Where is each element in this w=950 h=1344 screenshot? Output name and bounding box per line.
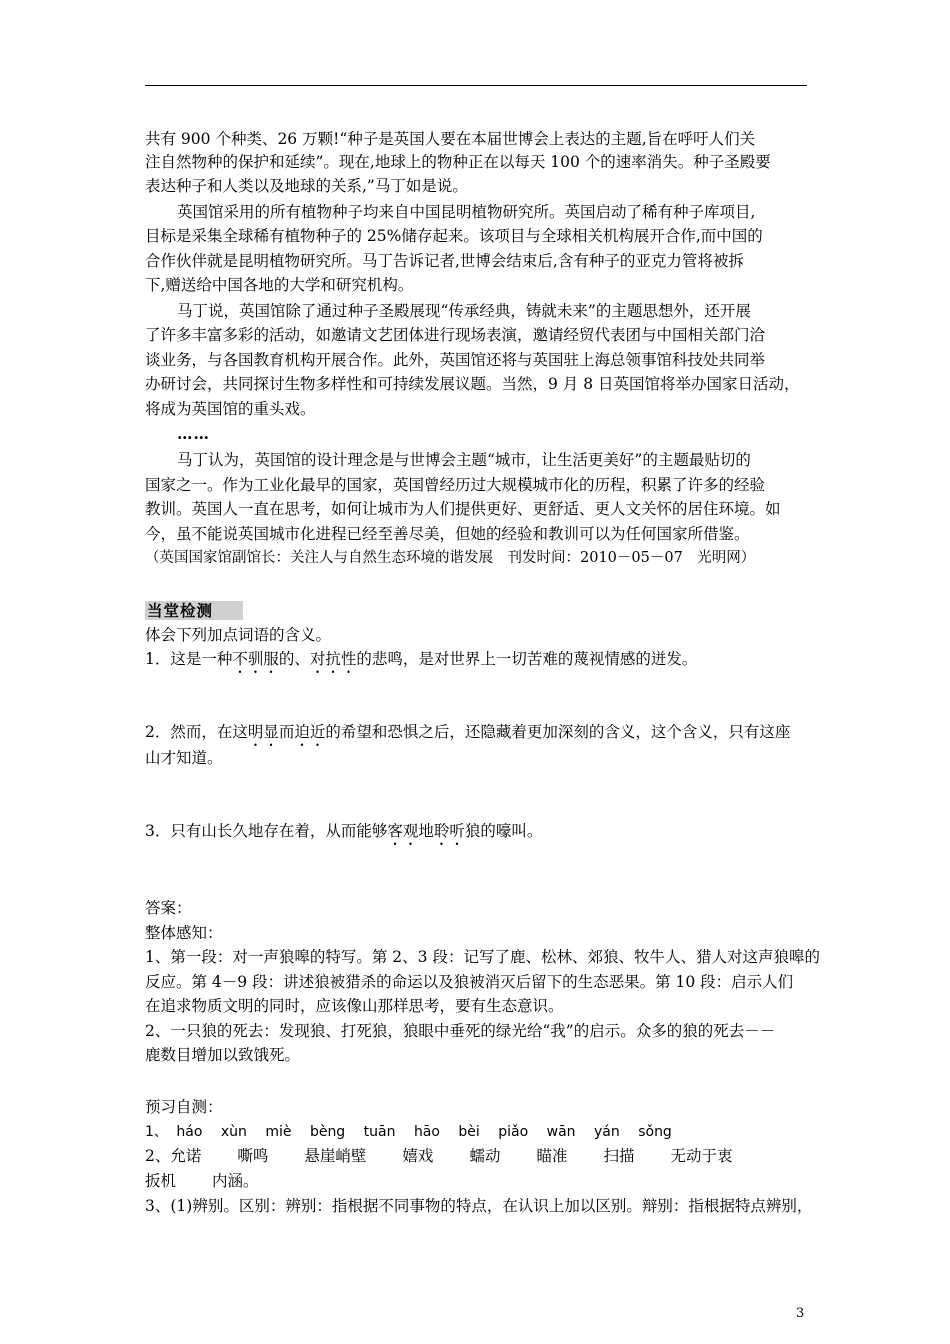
overall-label: 整体感知： xyxy=(145,924,223,942)
q1-dotted-word-1: 不驯服 xyxy=(232,650,279,668)
paragraph-line: 马丁认为，英国馆的设计理念是与世博会主题“城市，让生活更美好”的主题最贴切的 xyxy=(177,451,751,469)
words-line-2 xyxy=(145,1170,259,1192)
word-item: 允诺 xyxy=(170,1147,202,1165)
source-citation: （英国国家馆副馆长：关注人与自然生态环境的谐发展 刊发时间：2010－05－07 光明网） xyxy=(145,550,756,566)
pinyin-line xyxy=(145,1121,672,1143)
answer-line: 2、一只狼的死去：发现狼、打死狼，狼眼中垂死的绿光给“我”的启示。众多的狼的死去－－ xyxy=(145,1022,776,1040)
question-3 xyxy=(145,820,542,849)
pinyin-item: xùn xyxy=(220,1124,247,1140)
section-heading-text: 当堂检测 xyxy=(147,601,214,620)
question-2-line-2: 山才知道。 xyxy=(145,749,223,767)
preview-label: 预习自测： xyxy=(145,1098,223,1116)
q2-dotted-word-1: 明显 xyxy=(247,723,279,741)
q2-dotted-word-2: 迫近 xyxy=(294,723,326,741)
pinyin-item: hāo xyxy=(413,1124,440,1140)
instruction: 体会下列加点词语的含义。 xyxy=(145,626,332,644)
paragraph-line: 注自然物种的保护和延续”。现在,地球上的物种正在以每天 100 个的速率消失。种子圣殿要 xyxy=(145,153,771,171)
q1-mid: 的、 xyxy=(278,650,310,668)
pinyin-item: bèi xyxy=(458,1124,480,1140)
q3-mid: 地 xyxy=(418,822,434,840)
word-item: 内涵。 xyxy=(212,1172,259,1190)
page-number: 3 xyxy=(796,1306,805,1321)
paragraph-line: 表达种子和人类以及地球的关系,”马丁如是说。 xyxy=(145,177,468,195)
paragraph-line: 办研讨会，共同探讨生物多样性和可持续发展议题。当然，9 月 8 日英国馆将举办国家日活动， xyxy=(145,375,800,393)
word-item: 扳机 xyxy=(145,1172,177,1190)
q2-mid: 而 xyxy=(278,723,295,741)
answers-label: 答案： xyxy=(145,899,192,917)
word-item: 嘶鸣 xyxy=(237,1147,269,1165)
answer-line: 1、第一段：对一声狼嗥的特写。第 2、3 段：记写了鹿、松林、郊狼、牧牛人、猎人对这声狼嗥的 xyxy=(145,948,820,966)
word-item: 悬崖峭壁 xyxy=(304,1147,367,1165)
question-2 xyxy=(145,721,790,750)
paragraph-line: 马丁说，英国馆除了通过种子圣殿展现“传承经典，铸就未来”的主题思想外，还开展 xyxy=(177,302,751,320)
q1-pre: 1．这是一种 xyxy=(145,650,233,668)
question-1 xyxy=(145,648,697,677)
paragraph-line: 下,赠送给中国各地的大学和研究机构。 xyxy=(145,276,414,294)
paragraph-line: 共有 900 个种类、26 万颗!“种子是英国人要在本届世博会上表达的主题,旨在呼吁人们关 xyxy=(145,130,756,148)
word-item: 嬉戏 xyxy=(402,1147,434,1165)
paragraph-line: 目标是采集全球稀有植物种子的 25%储存起来。该项目与全球相关机构展开合作,而中国的 xyxy=(145,227,763,245)
q3-post: 狼的嚎叫。 xyxy=(464,822,543,840)
answer-line: 鹿数目增加以致饿死。 xyxy=(145,1046,301,1064)
paragraph-line: 将成为英国馆的重头戏。 xyxy=(145,400,316,418)
pinyin-item: wān xyxy=(546,1124,576,1140)
ellipsis: …… xyxy=(177,424,210,443)
words-prefix: 2、 xyxy=(145,1147,171,1165)
paragraph-line: 了许多丰富多彩的活动，如邀请文艺团体进行现场表演，邀请经贸代表团与中国相关部门洽 xyxy=(145,326,766,344)
q1-dotted-word-2: 对抗性 xyxy=(309,650,357,668)
pinyin-item: miè xyxy=(265,1124,292,1140)
word-item: 瞄准 xyxy=(536,1147,568,1165)
word-item: 蠕动 xyxy=(469,1147,501,1165)
q3-pre: 3．只有山长久地存在着，从而能够 xyxy=(145,822,388,840)
answer-item-3: 3、(1)辨别。区别：辨别：指根据不同事物的特点，在认识上加以区别。辩别：指根据特点辨别， xyxy=(145,1197,813,1215)
header-rule xyxy=(145,85,807,86)
pinyin-item: bèng xyxy=(309,1124,346,1140)
pinyin-item: háo xyxy=(176,1124,203,1140)
section-heading xyxy=(145,601,243,620)
pinyin-item: yán xyxy=(594,1124,620,1140)
word-item: 无动于衷 xyxy=(670,1147,733,1165)
paragraph-line: 国家之一。作为工业化最早的国家，英国曾经历过大规模城市化的历程，积累了许多的经验 xyxy=(145,476,766,494)
q3-dotted-word-1: 客观 xyxy=(387,822,419,840)
pinyin-prefix: 1、 xyxy=(145,1124,168,1140)
words-line xyxy=(145,1145,733,1167)
paragraph-line: 谈业务，与各国教育机构开展合作。此外，英国馆还将与英国驻上海总领事馆科技处共同举 xyxy=(145,351,766,369)
pinyin-item: sǒng xyxy=(638,1124,672,1140)
word-item: 扫描 xyxy=(603,1147,635,1165)
paragraph-line: 教训。英国人一直在思考，如何让城市为人们提供更好、更舒适、更人文关怀的居住环境。如 xyxy=(145,500,781,518)
answer-line: 在追求物质文明的同时，应该像山那样思考，要有生态意识。 xyxy=(145,997,564,1015)
answer-line: 反应。第 4－9 段：讲述狼被猎杀的命运以及狼被消灭后留下的生态恶果。第 10 段：启示人们 xyxy=(145,973,794,991)
q1-post: 的悲鸣，是对世界上一切苦难的蔑视情感的迸发。 xyxy=(356,650,698,668)
pinyin-item: tuān xyxy=(363,1124,396,1140)
q2-pre: 2．然而，在这 xyxy=(145,723,248,741)
paragraph-line: 今，虽不能说英国城市化进程已经至善尽美，但她的经验和教训可以为任何国家所借鉴。 xyxy=(145,525,750,543)
paragraph-line: 合作伙伴就是昆明植物研究所。马丁告诉记者,世博会结束后,含有种子的亚克力管将被拆 xyxy=(145,252,744,270)
pinyin-item: piǎo xyxy=(498,1124,529,1140)
q3-dotted-word-2: 聆听 xyxy=(433,822,465,840)
q2-post: 的希望和恐惧之后，还隐藏着更加深刻的含义，这个含义，只有这座 xyxy=(325,723,791,741)
paragraph-line: 英国馆采用的所有植物种子均来自中国昆明植物研究所。英国启动了稀有种子库项目, xyxy=(177,203,756,221)
